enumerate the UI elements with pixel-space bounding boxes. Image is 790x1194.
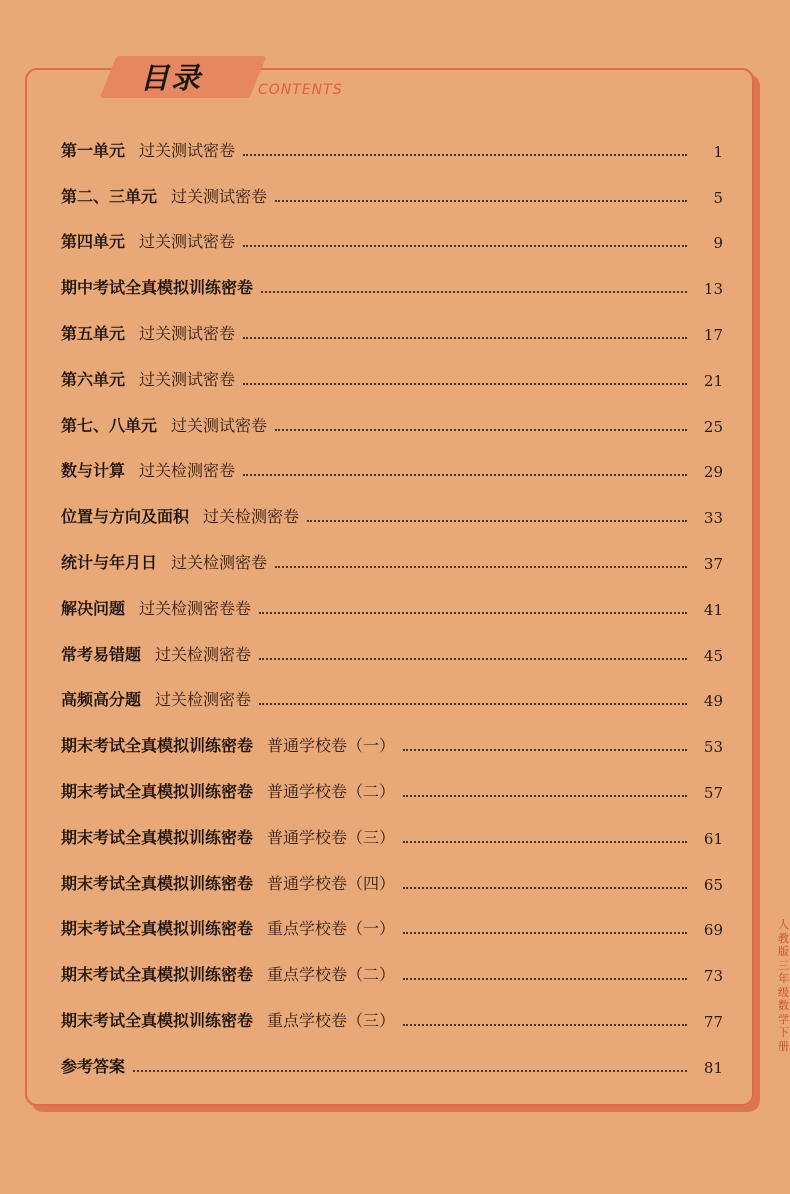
dot-leader xyxy=(259,703,687,705)
toc-entry[interactable] xyxy=(61,764,723,810)
toc-entry[interactable] xyxy=(61,581,723,627)
toc-entry-subtitle: 普通学校卷（四） xyxy=(267,873,396,893)
dot-leader xyxy=(403,749,687,751)
toc-entry-title: 位置与方向及面积 xyxy=(61,507,190,527)
toc-entry-subtitle: 过关检测密卷卷 xyxy=(139,598,252,618)
toc-entry[interactable] xyxy=(61,169,723,215)
toc-entry-page-number: 9 xyxy=(713,234,723,253)
toc-entry[interactable] xyxy=(61,306,723,352)
toc-entry[interactable] xyxy=(61,123,723,169)
toc-entry[interactable] xyxy=(61,718,723,764)
toc-entry-subtitle: 过关测试密卷 xyxy=(139,232,236,252)
toc-entry-subtitle: 过关检测密卷 xyxy=(171,552,268,572)
toc-entry-title: 期末考试全真模拟训练密卷 xyxy=(61,781,254,801)
toc-entry-page-number: 5 xyxy=(713,188,723,207)
toc-entry-page-number: 13 xyxy=(703,280,723,299)
dot-leader xyxy=(275,429,687,431)
toc-entry-page-number: 45 xyxy=(703,646,723,665)
toc-entry-title: 期末考试全真模拟训练密卷 xyxy=(61,873,254,893)
toc-entry-title: 解决问题 xyxy=(61,598,126,618)
dot-leader xyxy=(307,520,687,522)
table-of-contents xyxy=(61,123,723,1085)
toc-entry-title: 第一单元 xyxy=(61,140,126,160)
toc-entry-title: 期末考试全真模拟训练密卷 xyxy=(61,919,254,939)
toc-entry-title: 统计与年月日 xyxy=(61,552,158,572)
toc-entry-subtitle: 重点学校卷（二） xyxy=(267,965,396,985)
dot-leader xyxy=(403,1024,687,1026)
toc-entry-title: 常考易错题 xyxy=(61,644,142,664)
toc-entry-page-number: 25 xyxy=(703,417,723,436)
dot-leader xyxy=(403,795,687,797)
dot-leader xyxy=(243,154,687,156)
toc-entry-title: 期末考试全真模拟训练密卷 xyxy=(61,736,254,756)
toc-entry-subtitle: 过关检测密卷 xyxy=(203,507,300,527)
toc-entry[interactable] xyxy=(61,535,723,581)
toc-entry[interactable] xyxy=(61,993,723,1039)
toc-entry-subtitle: 过关检测密卷 xyxy=(155,644,252,664)
toc-entry[interactable] xyxy=(61,947,723,993)
toc-entry-page-number: 61 xyxy=(703,829,723,848)
dot-leader xyxy=(403,978,687,980)
toc-entry-page-number: 1 xyxy=(713,142,723,161)
toc-entry[interactable] xyxy=(61,260,723,306)
toc-entry-title: 期末考试全真模拟训练密卷 xyxy=(61,1010,254,1030)
toc-entry[interactable] xyxy=(61,810,723,856)
toc-entry-title: 期末考试全真模拟训练密卷 xyxy=(61,827,254,847)
toc-entry-title: 第七、八单元 xyxy=(61,415,158,435)
toc-entry[interactable] xyxy=(61,627,723,673)
toc-entry-subtitle: 过关测试密卷 xyxy=(171,186,268,206)
toc-entry-subtitle: 普通学校卷（一） xyxy=(267,736,396,756)
dot-leader xyxy=(275,566,687,568)
dot-leader xyxy=(259,658,687,660)
toc-entry-title: 第二、三单元 xyxy=(61,186,158,206)
toc-entry-title: 高频高分题 xyxy=(61,690,142,710)
dot-leader xyxy=(243,337,687,339)
side-edition-label: 人教版三年级数学下册 xyxy=(778,918,789,1053)
toc-entry[interactable] xyxy=(61,489,723,535)
toc-entry-subtitle: 过关测试密卷 xyxy=(171,415,268,435)
dot-leader xyxy=(243,474,687,476)
toc-entry-subtitle: 过关检测密卷 xyxy=(155,690,252,710)
toc-entry[interactable] xyxy=(61,673,723,719)
dot-leader xyxy=(133,1070,687,1072)
toc-entry[interactable] xyxy=(61,444,723,490)
toc-entry-subtitle: 过关测试密卷 xyxy=(139,323,236,343)
toc-entry-subtitle: 重点学校卷（一） xyxy=(267,919,396,939)
page-title: 目录 xyxy=(140,61,203,95)
toc-entry-title: 期中考试全真模拟训练密卷 xyxy=(61,278,254,298)
toc-entry-page-number: 33 xyxy=(703,509,723,528)
toc-entry-page-number: 77 xyxy=(703,1012,723,1031)
toc-entry-title: 数与计算 xyxy=(61,461,126,481)
toc-entry-subtitle: 过关测试密卷 xyxy=(139,140,236,160)
toc-entry-page-number: 81 xyxy=(703,1058,723,1077)
dot-leader xyxy=(403,841,687,843)
toc-entry-page-number: 53 xyxy=(703,738,723,757)
toc-entry-title: 参考答案 xyxy=(61,1056,126,1076)
toc-entry-page-number: 17 xyxy=(703,325,723,344)
toc-entry[interactable] xyxy=(61,856,723,902)
dot-leader xyxy=(243,383,687,385)
toc-entry-title: 第五单元 xyxy=(61,323,126,343)
toc-entry[interactable] xyxy=(61,215,723,261)
toc-entry-page-number: 37 xyxy=(703,554,723,573)
toc-entry-subtitle: 普通学校卷（二） xyxy=(267,781,396,801)
dot-leader xyxy=(243,245,687,247)
toc-entry-title: 期末考试全真模拟训练密卷 xyxy=(61,965,254,985)
toc-entry-page-number: 73 xyxy=(703,967,723,986)
toc-entry[interactable] xyxy=(61,352,723,398)
toc-entry-page-number: 65 xyxy=(703,875,723,894)
toc-entry-page-number: 41 xyxy=(703,600,723,619)
toc-entry-title: 第四单元 xyxy=(61,232,126,252)
toc-entry-page-number: 29 xyxy=(703,463,723,482)
toc-entry-subtitle: 重点学校卷（三） xyxy=(267,1010,396,1030)
toc-entry-page-number: 49 xyxy=(703,692,723,711)
dot-leader xyxy=(275,200,687,202)
dot-leader xyxy=(261,291,687,293)
toc-entry-subtitle: 普通学校卷（三） xyxy=(267,827,396,847)
toc-entry-page-number: 69 xyxy=(703,921,723,940)
toc-entry-page-number: 21 xyxy=(703,371,723,390)
dot-leader xyxy=(403,932,687,934)
toc-entry-subtitle: 过关检测密卷 xyxy=(139,461,236,481)
toc-entry-title: 第六单元 xyxy=(61,369,126,389)
toc-entry[interactable] xyxy=(61,1039,723,1085)
dot-leader xyxy=(403,887,687,889)
toc-entry[interactable] xyxy=(61,902,723,948)
dot-leader xyxy=(259,612,687,614)
contents-subtitle: CONTENTS xyxy=(258,82,343,98)
toc-entry[interactable] xyxy=(61,398,723,444)
toc-entry-subtitle: 过关测试密卷 xyxy=(139,369,236,389)
toc-entry-page-number: 57 xyxy=(703,783,723,802)
